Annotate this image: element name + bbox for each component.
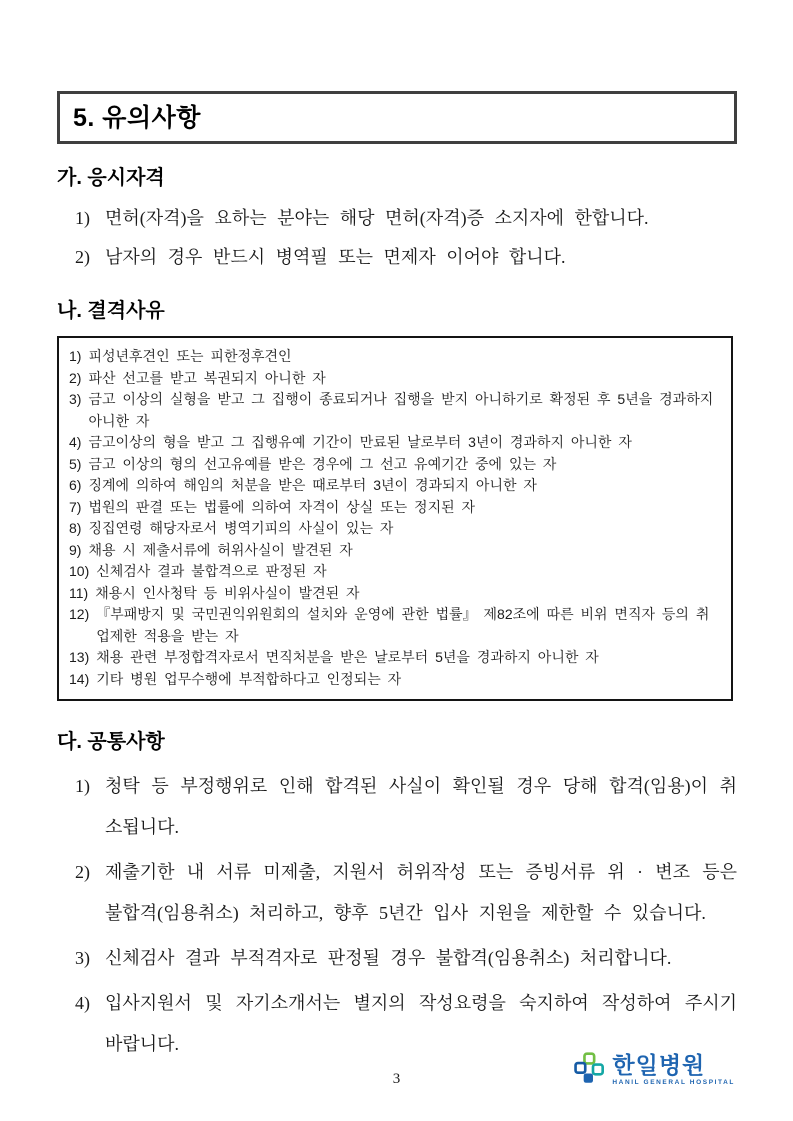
list-item — [57, 244, 737, 270]
item-text: 금고 이상의 실형을 받고 그 집행이 종료되거나 집행을 받지 아니하기로 확정된 후 5년을 경과하지 아니한 자 — [88, 391, 714, 429]
list-item — [69, 389, 719, 432]
section-heading-eligibility: 가. 응시자격 — [57, 167, 165, 189]
list-item — [69, 647, 719, 669]
hospital-name-english: HANIL GENERAL HOSPITAL — [612, 1078, 735, 1086]
item-text: 신체검사 결과 불합격으로 판정된 자 — [96, 563, 327, 579]
page-title: 5. 유의사항 — [73, 104, 201, 132]
item-text: 채용 관련 부정합격자로서 면직처분을 받은 날로부터 5년을 경과하지 아니한 자 — [96, 649, 599, 665]
hospital-cross-icon — [574, 1047, 605, 1093]
item-text: 면허(자격)을 요하는 분야는 해당 면허(자격)증 소지자에 한합니다. — [105, 208, 649, 228]
item-number: 1) — [69, 348, 82, 364]
section-disqualification — [57, 294, 737, 701]
item-text: 기타 병원 업무수행에 부적합하다고 인정되는 자 — [96, 670, 402, 687]
hospital-name-korean: 한일병원 — [612, 1051, 706, 1078]
hospital-logo — [574, 1047, 735, 1093]
document-content — [57, 0, 737, 1065]
list-item — [69, 346, 719, 368]
section-common — [57, 725, 737, 1065]
list-item — [57, 852, 737, 934]
disqualification-box — [57, 336, 733, 701]
item-text: 입사지원서 및 자기소개서는 별지의 작성요령을 숙지하여 작성하여 주시기 바랍니다. — [105, 993, 737, 1054]
item-number: 9) — [69, 541, 82, 558]
item-text: 채용시 인사청탁 등 비위사실이 발견된 자 — [95, 584, 360, 601]
item-text: 금고 이상의 형의 선고유예를 받은 경우에 그 선고 유예기간 중에 있는 자 — [88, 455, 557, 472]
list-item — [69, 368, 719, 390]
list-item — [69, 540, 719, 562]
list-item — [69, 583, 719, 605]
item-text: 금고이상의 형을 받고 그 집행유예 기간이 만료된 날로부터 3년이 경과하지 아니한 자 — [88, 434, 632, 450]
item-number: 5) — [69, 455, 82, 472]
list-item — [57, 205, 737, 231]
section-title-banner — [57, 91, 737, 144]
item-number: 2) — [75, 862, 90, 882]
list-item — [69, 475, 719, 497]
item-number: 13) — [69, 649, 90, 665]
item-number: 2) — [75, 247, 90, 267]
item-text: 법원의 판결 또는 법률에 의하여 자격이 상실 또는 정지된 자 — [88, 498, 476, 515]
list-item — [69, 518, 719, 540]
list-item — [69, 561, 719, 583]
item-number: 3) — [75, 948, 90, 968]
list-item — [69, 432, 719, 454]
item-text: 『부패방지 및 국민권익위원회의 설치와 운영에 관한 법률』 제82조에 따른 비위 면직자 등의 취업제한 적용을 받는 자 — [96, 606, 710, 644]
section-heading-common: 다. 공통사항 — [57, 731, 165, 753]
item-number: 12) — [69, 606, 90, 622]
hospital-logo-text — [612, 1051, 735, 1087]
item-number: 14) — [69, 670, 90, 687]
item-number: 8) — [69, 520, 82, 536]
list-item — [69, 669, 719, 691]
item-number: 4) — [75, 993, 90, 1013]
item-text: 징계에 의하여 해임의 처분을 받은 때로부터 3년이 경과되지 아니한 자 — [88, 477, 537, 493]
list-item — [69, 454, 719, 476]
item-text: 징집연령 해당자로서 병역기피의 사실이 있는 자 — [88, 520, 394, 536]
item-number: 7) — [69, 498, 82, 515]
item-text: 제출기한 내 서류 미제출, 지원서 허위작성 또는 증빙서류 위 · 변조 등은 불합격(임용취소) 처리하고, 향후 5년간 입사 지원을 제한할 수 있습니다. — [105, 862, 737, 923]
list-item — [57, 938, 737, 979]
item-text: 피성년후견인 또는 피한정후견인 — [88, 348, 292, 364]
item-text: 신체검사 결과 부적격자로 판정될 경우 불합격(임용취소) 처리합니다. — [105, 948, 672, 968]
item-number: 6) — [69, 477, 82, 493]
page-number: 3 — [392, 1071, 401, 1087]
item-text: 청탁 등 부정행위로 인해 합격된 사실이 확인될 경우 당해 합격(임용)이 취소됩니다. — [105, 776, 737, 837]
item-number: 1) — [75, 208, 90, 228]
item-text: 파산 선고를 받고 복권되지 아니한 자 — [88, 369, 326, 386]
item-text: 채용 시 제출서류에 허위사실이 발견된 자 — [88, 541, 353, 558]
list-item — [57, 766, 737, 848]
item-number: 2) — [69, 369, 82, 386]
item-number: 10) — [69, 563, 90, 579]
item-text: 남자의 경우 반드시 병역필 또는 면제자 이어야 합니다. — [105, 247, 566, 267]
item-number: 3) — [69, 391, 82, 407]
item-number: 11) — [69, 584, 89, 601]
section-eligibility — [57, 161, 737, 270]
section-heading-disqualification: 나. 결격사유 — [57, 300, 165, 322]
list-item — [69, 497, 719, 519]
item-number: 4) — [69, 434, 82, 450]
list-item — [69, 604, 719, 647]
item-number: 1) — [75, 776, 90, 796]
